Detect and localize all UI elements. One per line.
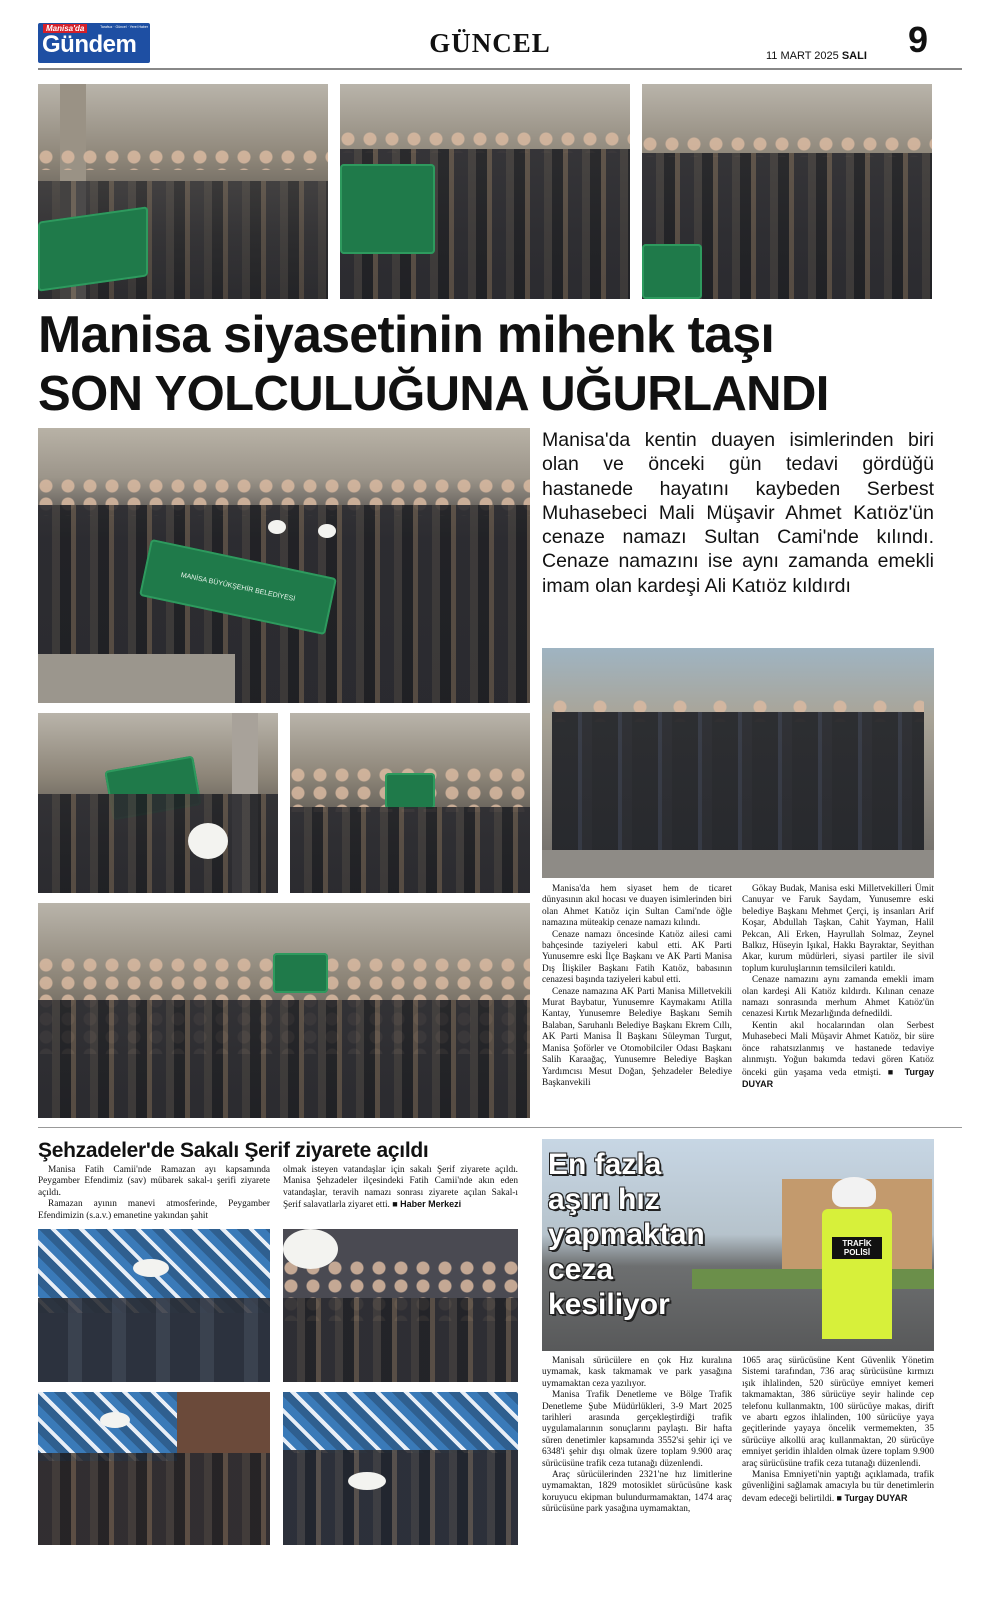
main-story-column-1 [542, 884, 732, 1089]
photo-funeral-courtyard [38, 84, 328, 299]
byline-name: Haber Merkezi [400, 1199, 462, 1210]
photo-traffic-police [542, 1139, 934, 1351]
paragraph: Gökay Budak, Manisa eski Milletvekilleri Ümit Canuyar ve Faruk Saydam, Yunusemre eski belediye Başkanı Mehmet Çerçi, iş insanları Arif Koşar, Abdullah Taşkan, Cahit Yayman, Halil Pekcan, Ali Erken, Hayrullah Solmaz, Zeynel Balkız, Hüseyin Işıkal, Hakkı Bayraktar, Seyithan Akar, kurum müdürleri, siyasi partiler ile sivil toplum kuruluşlarının temsilcileri katıldı. [742, 884, 934, 974]
coffin [385, 773, 435, 809]
byline-name: Turgay DUYAR [844, 1492, 908, 1503]
coffin [273, 953, 328, 993]
paragraph: Manisa Trafik Denetleme ve Bölge Trafik Denetleme Şube Müdürlükleri, 3-9 Mart 2025 tarihleri arasında gerçekleştirdiği trafik uygulamalarının sonuçlarını paylaştı. Bir hafta süren denetimler kapsamında 3552'si şehir içi ve 6348'i şehir dışı olmak üzere toplam 9.900 araç sürücüsüne trafik ceza tutanağı düzenlendi. [542, 1390, 732, 1469]
logo-main: Gündem [42, 31, 137, 58]
main-story-column-2 [742, 884, 934, 1091]
section-divider [38, 1127, 962, 1128]
paragraph-text: Kentin akıl hocalarından olan Serbest Muhasebeci Mali Müşavir Ahmet Katıöz, bir süre önce rahatsızlanmış ve hastanede tedaviye alınmıştı. Yoğun bakımda tedavi gören Katıöz önceki gün yaşama veda etmişti. [742, 1020, 934, 1078]
story2-column-2 [283, 1165, 518, 1212]
issue-date [766, 50, 867, 62]
headline-line-1: Manisa siyasetinin mihenk taşı [38, 306, 775, 364]
paragraph: 1065 araç sürücüsüne Kent Güvenlik Yönetim Sistemi tarafından, 736 araç sürücüsüne kırmızı ışık ihlalinden, 520 sürücüye emniyet kemeri takmamaktan, 386 sürücüye seyir halinde cep telefonu kullanmaktn, 100 sürücüye makas, dirift ve abartı egzos ihlalinden, 100 sürücüye yaya geçitlerinde yayaya öncelik vermemekten, 35 sürücüye alkollü araç kullanmaktan, 20 sürücüye emniyet şeridin ihlalden olmak üzere toplam 9.900 araç sürücüsüne trafik ceza tutanağı düzenlendi. [742, 1356, 934, 1469]
paragraph: Araç sürücülerinden 2321'ne hız limitlerine uymamaktan, 1829 motosiklet sürücüsüne kask koruyucu ekipman bulundurmamaktan, 1474 araç sürücüsüne park yasağına uymamaktan, [542, 1470, 732, 1515]
paragraph: Manisalı sürücülere en çok Hız kuralına uymamak, kask takmamak ve park yasağına uymamaktan ceza yazılıyor. [542, 1356, 732, 1389]
page-number: 9 [908, 19, 929, 60]
paragraph: Ramazan ayının manevi atmosferinde, Peygamber Efendimizin (s.a.v.) emanetine yakından şahit [38, 1199, 270, 1221]
paragraph: Manisa Fatih Camii'nde Ramazan ayı kapsamında Peygamber Efendimiz (sav) mübarek sakal-ı şerifi ziyarete açıldı. [38, 1165, 270, 1198]
byline: ■ Haber Merkezi [392, 1199, 462, 1210]
vest-label: TRAFİK POLİSİ [832, 1237, 882, 1259]
paragraph [283, 1165, 518, 1212]
photo-officials-group [542, 648, 934, 878]
traffic-headline-line: yapmaktan [548, 1218, 705, 1251]
coffin [340, 164, 435, 254]
story3-column-2 [742, 1356, 934, 1505]
paragraph: Cenaze namazı öncesinde Katıöz ailesi cami bahçesinde taziyeleri kabul etti. AK Parti Yunusemre eski İlçe Başkanı ve AK Parti Manisa Dış İlişkiler Başkanı Fatih Katıöz, babasının cenazesi başında taziyeleri kabul etti. [542, 929, 732, 986]
lead-paragraph: Manisa'da kentin duayen isimlerinden biri olan ve önceki gün tedavi gördüğü hastanede hayatını kaybeden Serbest Muhasebeci Mali Müşavir Ahmet Katıöz'ün cenaze namazı Sultan Cami'nde kılındı. Cenaze namazını ise aynı zamanda emekli imam olan kardeşi Ali Katıöz kıldırdı [542, 429, 934, 597]
police-officer [822, 1209, 892, 1339]
paragraph [742, 1021, 934, 1091]
photo-condolence-2 [642, 84, 932, 299]
masthead [38, 20, 962, 70]
paragraph-text: Manisa Emniyeti'nin yaptığı açıklamada, trafik güvenliğini sağlamak amacıyla bu tür denetimlerin devam edeceği belirtildi. [742, 1470, 934, 1504]
paragraph: Manisa'da hem siyaset hem de ticaret dünyasının akıl hocası ve duayen isimlerinden biri olan Ahmet Katıöz için Sultan Cami'nde öğle namazına müteakip cenaze namazı kılındı. [542, 884, 732, 929]
masthead-rule [38, 68, 962, 70]
photo-coffin-carried-2 [290, 713, 530, 893]
coffin-text: MANİSA BÜYÜKŞEHİR BELEDİYESİ [180, 571, 296, 604]
photo-coffin-carried-1 [38, 713, 278, 893]
photo-condolence-1 [340, 84, 630, 299]
logo-small: Manisa'da [43, 24, 87, 33]
coffin [642, 244, 702, 299]
photo-relic-visit-1 [38, 1229, 270, 1382]
main-headline [38, 305, 962, 423]
byline: ■ Turgay DUYAR [742, 1066, 934, 1089]
section-title: GÜNCEL [429, 28, 551, 58]
date-text: 11 MART 2025 [766, 50, 839, 62]
story2-column-1 [38, 1165, 270, 1222]
paragraph-text: olmak isteyen vatandaşlar için sakalı Şerif ziyarete açıldı. Manisa Şehzadeler ilçesindeki Fatih Camii'nde akın eden vatandaşlar, teravih namazı sonrası ziyarete açılan Sakal-ı Şerif salavatlarla ziyaret etti. [283, 1165, 518, 1211]
paragraph: Cenaze namazını aynı zamanda emekli imam olan kardeşi Ali Katıöz kıldırdı. Kılınan cenaze namazı sonrasında merhum Ahmet Katıöz'ün cenazesi Kırtık Mezarlığında defnedildi. [742, 975, 934, 1020]
headline-line-2: SON YOLCULUĞUNA UĞURLANDI [38, 367, 829, 421]
story3-column-1 [542, 1356, 732, 1516]
traffic-headline [548, 1147, 758, 1322]
photo-relic-visit-4 [283, 1392, 518, 1545]
byline: ■ Turgay DUYAR [836, 1492, 908, 1503]
photo-funeral-prayer [38, 428, 530, 703]
traffic-headline-line: ceza [548, 1253, 614, 1286]
paragraph [742, 1470, 934, 1505]
logo [38, 23, 150, 63]
photo-relic-visit-2 [283, 1229, 518, 1382]
traffic-headline-line: En fazla [548, 1148, 662, 1181]
story2-headline: Şehzadeler'de Sakalı Şerif ziyarete açıldı [38, 1139, 429, 1162]
paragraph: Cenaze namazına AK Parti Manisa Milletvekili Murat Baybatur, Yunusemre Kaymakamı Atilla Kantay, Yunusemre Belediye Başkanı Semih Balaban, Saruhanlı Belediye Başkanı Ekrem Cıllı, AK Parti Manisa İl Başkanı Süleyman Turgut, Manisa Şoförler ve Otomobilciler Odası Başkanı Salih Karaağaç, Yunusemre Belediye Başkan Yardımcısı Mesut Doğan, Şehzadeler Belediye Başkanvekili [542, 986, 732, 1088]
photo-crowd-courtyard [38, 903, 530, 1118]
logo-tagline: Tarafsız · Güncel · Yerel Haber [100, 25, 148, 29]
byline-name: Turgay DUYAR [742, 1066, 934, 1089]
photo-relic-visit-3 [38, 1392, 270, 1545]
traffic-headline-line: aşırı hız [548, 1183, 660, 1216]
weekday-text: SALI [841, 50, 867, 62]
traffic-headline-line: kesiliyor [548, 1288, 670, 1321]
